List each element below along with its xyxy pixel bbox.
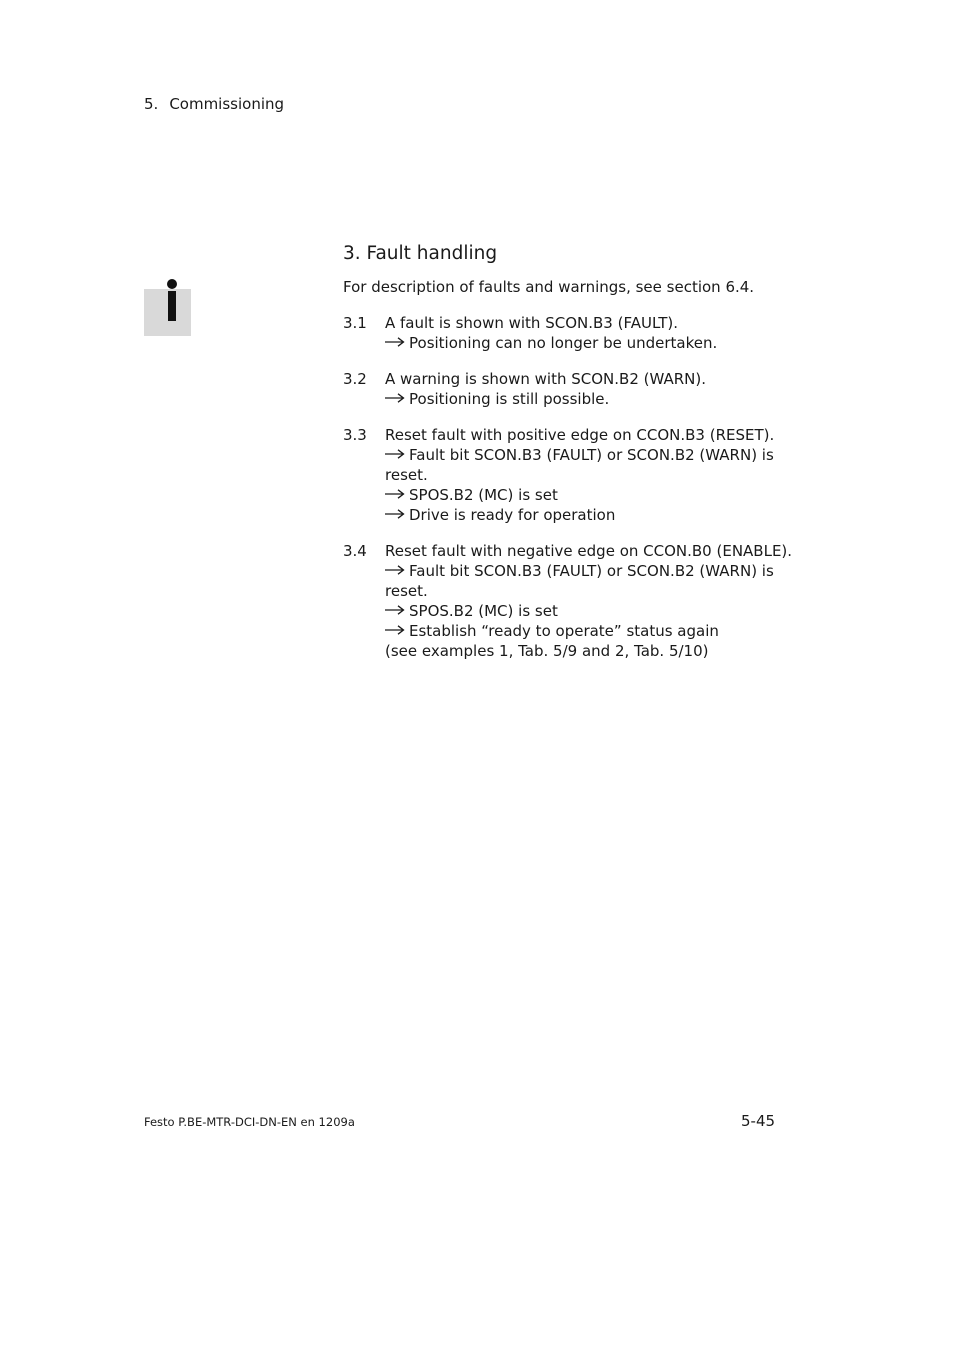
step-line (385, 541, 793, 561)
arrow-right-icon (385, 565, 405, 575)
arrow-right-icon (385, 449, 405, 459)
step-line-text: Fault bit SCON.B3 (FAULT) or SCON.B2 (WARN) is (409, 446, 774, 464)
arrow-right-icon (385, 393, 405, 403)
step-body (385, 369, 785, 409)
step-line (385, 425, 785, 445)
arrow-right-icon (385, 509, 405, 519)
running-header (144, 94, 284, 114)
step-line-text: Reset fault with negative edge on CCON.B0 (ENABLE). (385, 542, 793, 560)
step-line (385, 445, 785, 465)
step-line (385, 581, 785, 601)
chapter-number: 5. (144, 95, 159, 113)
step-line (385, 333, 785, 353)
step-line (385, 485, 785, 505)
step-line-text: reset. (385, 582, 428, 600)
step-line-text: Positioning is still possible. (409, 390, 610, 408)
section-intro: For description of faults and warnings, see section 6.4. (343, 278, 755, 296)
step-line (385, 561, 785, 581)
step-line-text: (see examples 1, Tab. 5/9 and 2, Tab. 5/10) (385, 642, 709, 660)
step-number: 3.4 (343, 542, 367, 560)
step-line (385, 505, 785, 525)
step-line (385, 313, 785, 333)
arrow-right-icon (385, 489, 405, 499)
step-line-text: Establish “ready to operate” status again (409, 622, 719, 640)
step-line-text: A fault is shown with SCON.B3 (FAULT). (385, 314, 679, 332)
step-line-text: A warning is shown with SCON.B2 (WARN). (385, 370, 707, 388)
step-line-text: Positioning can no longer be undertaken. (409, 334, 718, 352)
step-line (385, 389, 785, 409)
step-line (385, 465, 785, 485)
info-icon-dot (167, 279, 177, 289)
arrow-right-icon (385, 625, 405, 635)
step-line (385, 369, 785, 389)
step-line-text: SPOS.B2 (MC) is set (409, 486, 558, 504)
info-icon-stem (168, 291, 176, 321)
step-number: 3.1 (343, 314, 367, 332)
step-body (385, 425, 785, 525)
step-body (385, 313, 785, 353)
arrow-right-icon (385, 605, 405, 615)
step-line (385, 621, 785, 641)
step-number: 3.2 (343, 370, 367, 388)
footer-page-number: 5-45 (741, 1112, 776, 1130)
step-number: 3.3 (343, 426, 367, 444)
step-line (385, 641, 785, 661)
footer-document-id: Festo P.BE-MTR-DCI-DN-EN en 1209a (144, 1115, 355, 1129)
chapter-title: Commissioning (169, 95, 285, 113)
step-line (385, 601, 785, 621)
step-line-text: Fault bit SCON.B3 (FAULT) or SCON.B2 (WARN) is (409, 562, 774, 580)
section-title: 3. Fault handling (343, 243, 498, 264)
step-line-text: Reset fault with positive edge on CCON.B3 (RESET). (385, 426, 775, 444)
step-line-text: Drive is ready for operation (409, 506, 616, 524)
step-line-text: SPOS.B2 (MC) is set (409, 602, 558, 620)
step-body (385, 541, 793, 661)
arrow-right-icon (385, 337, 405, 347)
step-line-text: reset. (385, 466, 428, 484)
